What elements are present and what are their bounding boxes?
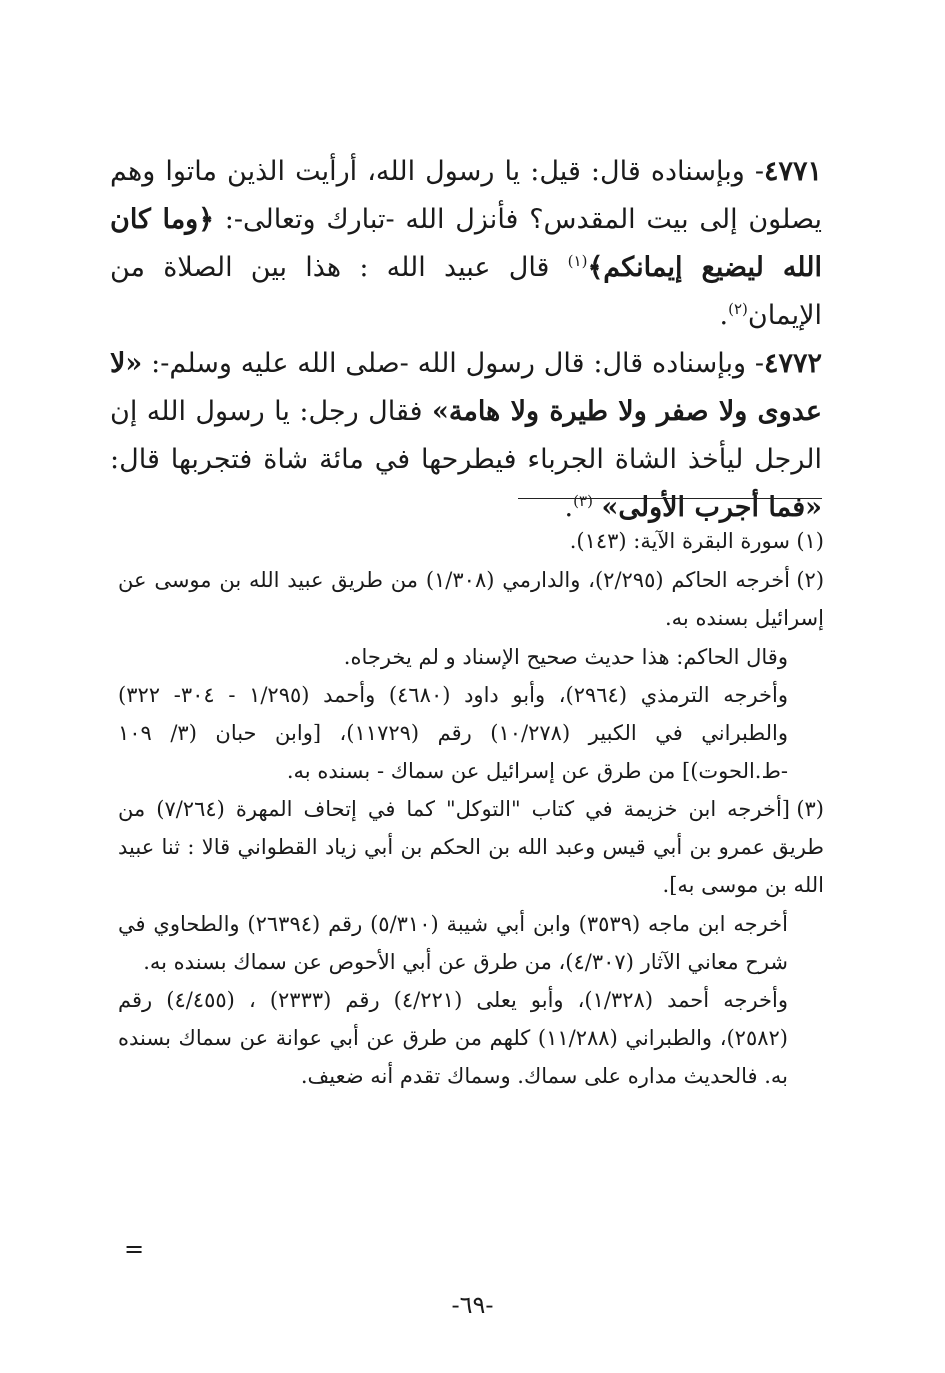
hadith-text: قال عبيد الله : هذا بين الصلاة من الإيمان <box>110 252 822 331</box>
footnote-3 <box>118 790 824 904</box>
footnote-text: [أخرجه ابن خزيمة في كتاب "التوكل" كما في إتحاف المهرة (٧/٢٦٤) من طريق عمرو بن أبي قيس وعبد الله بن الحكم بن أبي زياد القطواني قالا : ثنا عبيد الله بن موسى به]. <box>118 797 824 897</box>
prophetic-quote: «فما أجرب الأولى» <box>601 492 822 523</box>
footnote-2-para: وقال الحاكم: هذا حديث صحيح الإسناد و لم يخرجاه. <box>343 645 788 669</box>
page-number: -٦٩- <box>451 1291 494 1319</box>
hadith-text: - وبإسناده قال: قيل: يا رسول الله، أرأيت الذين ماتوا وهم يصلون إلى بيت المقدس؟ فأنزل الله -تبارك وتعالى-: <box>110 156 822 235</box>
footnote-marker: (٣) <box>796 797 824 821</box>
prophetic-quote: «لا عدوى ولا صفر ولا طيرة ولا هامة» <box>110 348 823 427</box>
footnotes <box>118 522 824 1095</box>
main-text <box>110 148 822 532</box>
quran-verse: ﴿وما كان الله ليضيع إيمانكم﴾ <box>110 204 822 283</box>
hadith-number: ٤٧٧١ <box>763 156 822 187</box>
hadith-text: . <box>564 492 574 523</box>
footnote-ref: (١) <box>567 252 588 270</box>
footnote-text: أخرجه الحاكم (٢/٢٩٥)، والدارمي (١/٣٠٨) من طريق عبيد الله بن موسى عن إسرائيل بسنده به. <box>118 568 824 630</box>
hadith-4771 <box>110 148 822 340</box>
footnote-1 <box>118 522 824 560</box>
continuation-mark: = <box>124 1235 145 1263</box>
hadith-text: فقال رجل: يا رسول الله إن الرجل ليأخذ الشاة الجرباء فيطرحها في مائة شاة فتجربها قال: <box>110 396 822 475</box>
footnote-text: سورة البقرة الآية: (١٤٣). <box>569 529 790 553</box>
footnote-3-para: أخرجه ابن ماجه (٣٥٣٩) وابن أبي شيبة (٥/٣١٠) رقم (٢٦٣٩٤) والطحاوي في شرح معاني الآثار (٤/٣٠٧)، من طرق عن أبي الأحوص عن سماك بسنده به. <box>118 912 788 974</box>
footnote-marker: (٢) <box>796 568 825 592</box>
footnote-separator <box>518 498 822 499</box>
hadith-number: ٤٧٧٢ <box>763 348 822 379</box>
hadith-text: . <box>719 300 729 331</box>
hadith-text: - وبإسناده قال: قال رسول الله -صلى الله عليه وسلم-: <box>142 348 764 379</box>
footnote-marker: (١) <box>796 529 824 553</box>
footnote-2-para: وأخرجه الترمذي (٢٩٦٤)، وأبو داود (٤٦٨٠) وأحمد (١/٢٩٥ - ٣٠٤- ٣٢٢) والطبراني في الكبير (١٠/٢٧٨) رقم (١١٧٢٩)، [وابن حبان (٣/ ١٠٩ -ط.الحوت)] من طرق عن إسرائيل عن سماك - بسنده به. <box>118 683 788 783</box>
footnote-ref: (٢) <box>728 300 748 318</box>
footnote-3-para: وأخرجه أحمد (١/٣٢٨)، وأبو يعلى (٤/٢٢١) رقم (٢٣٣٣) ، (٤/٤٥٥) رقم (٢٥٨٢)، والطبراني (١١/٢٨٨) كلهم من طرق عن أبي عوانة عن سماك بسنده به. فالحديث مداره على سماك. وسماك تقدم أنه ضعيف. <box>118 988 788 1088</box>
footnote-ref: (٣) <box>573 492 593 510</box>
footnote-2 <box>118 561 824 637</box>
hadith-4772 <box>110 340 822 532</box>
